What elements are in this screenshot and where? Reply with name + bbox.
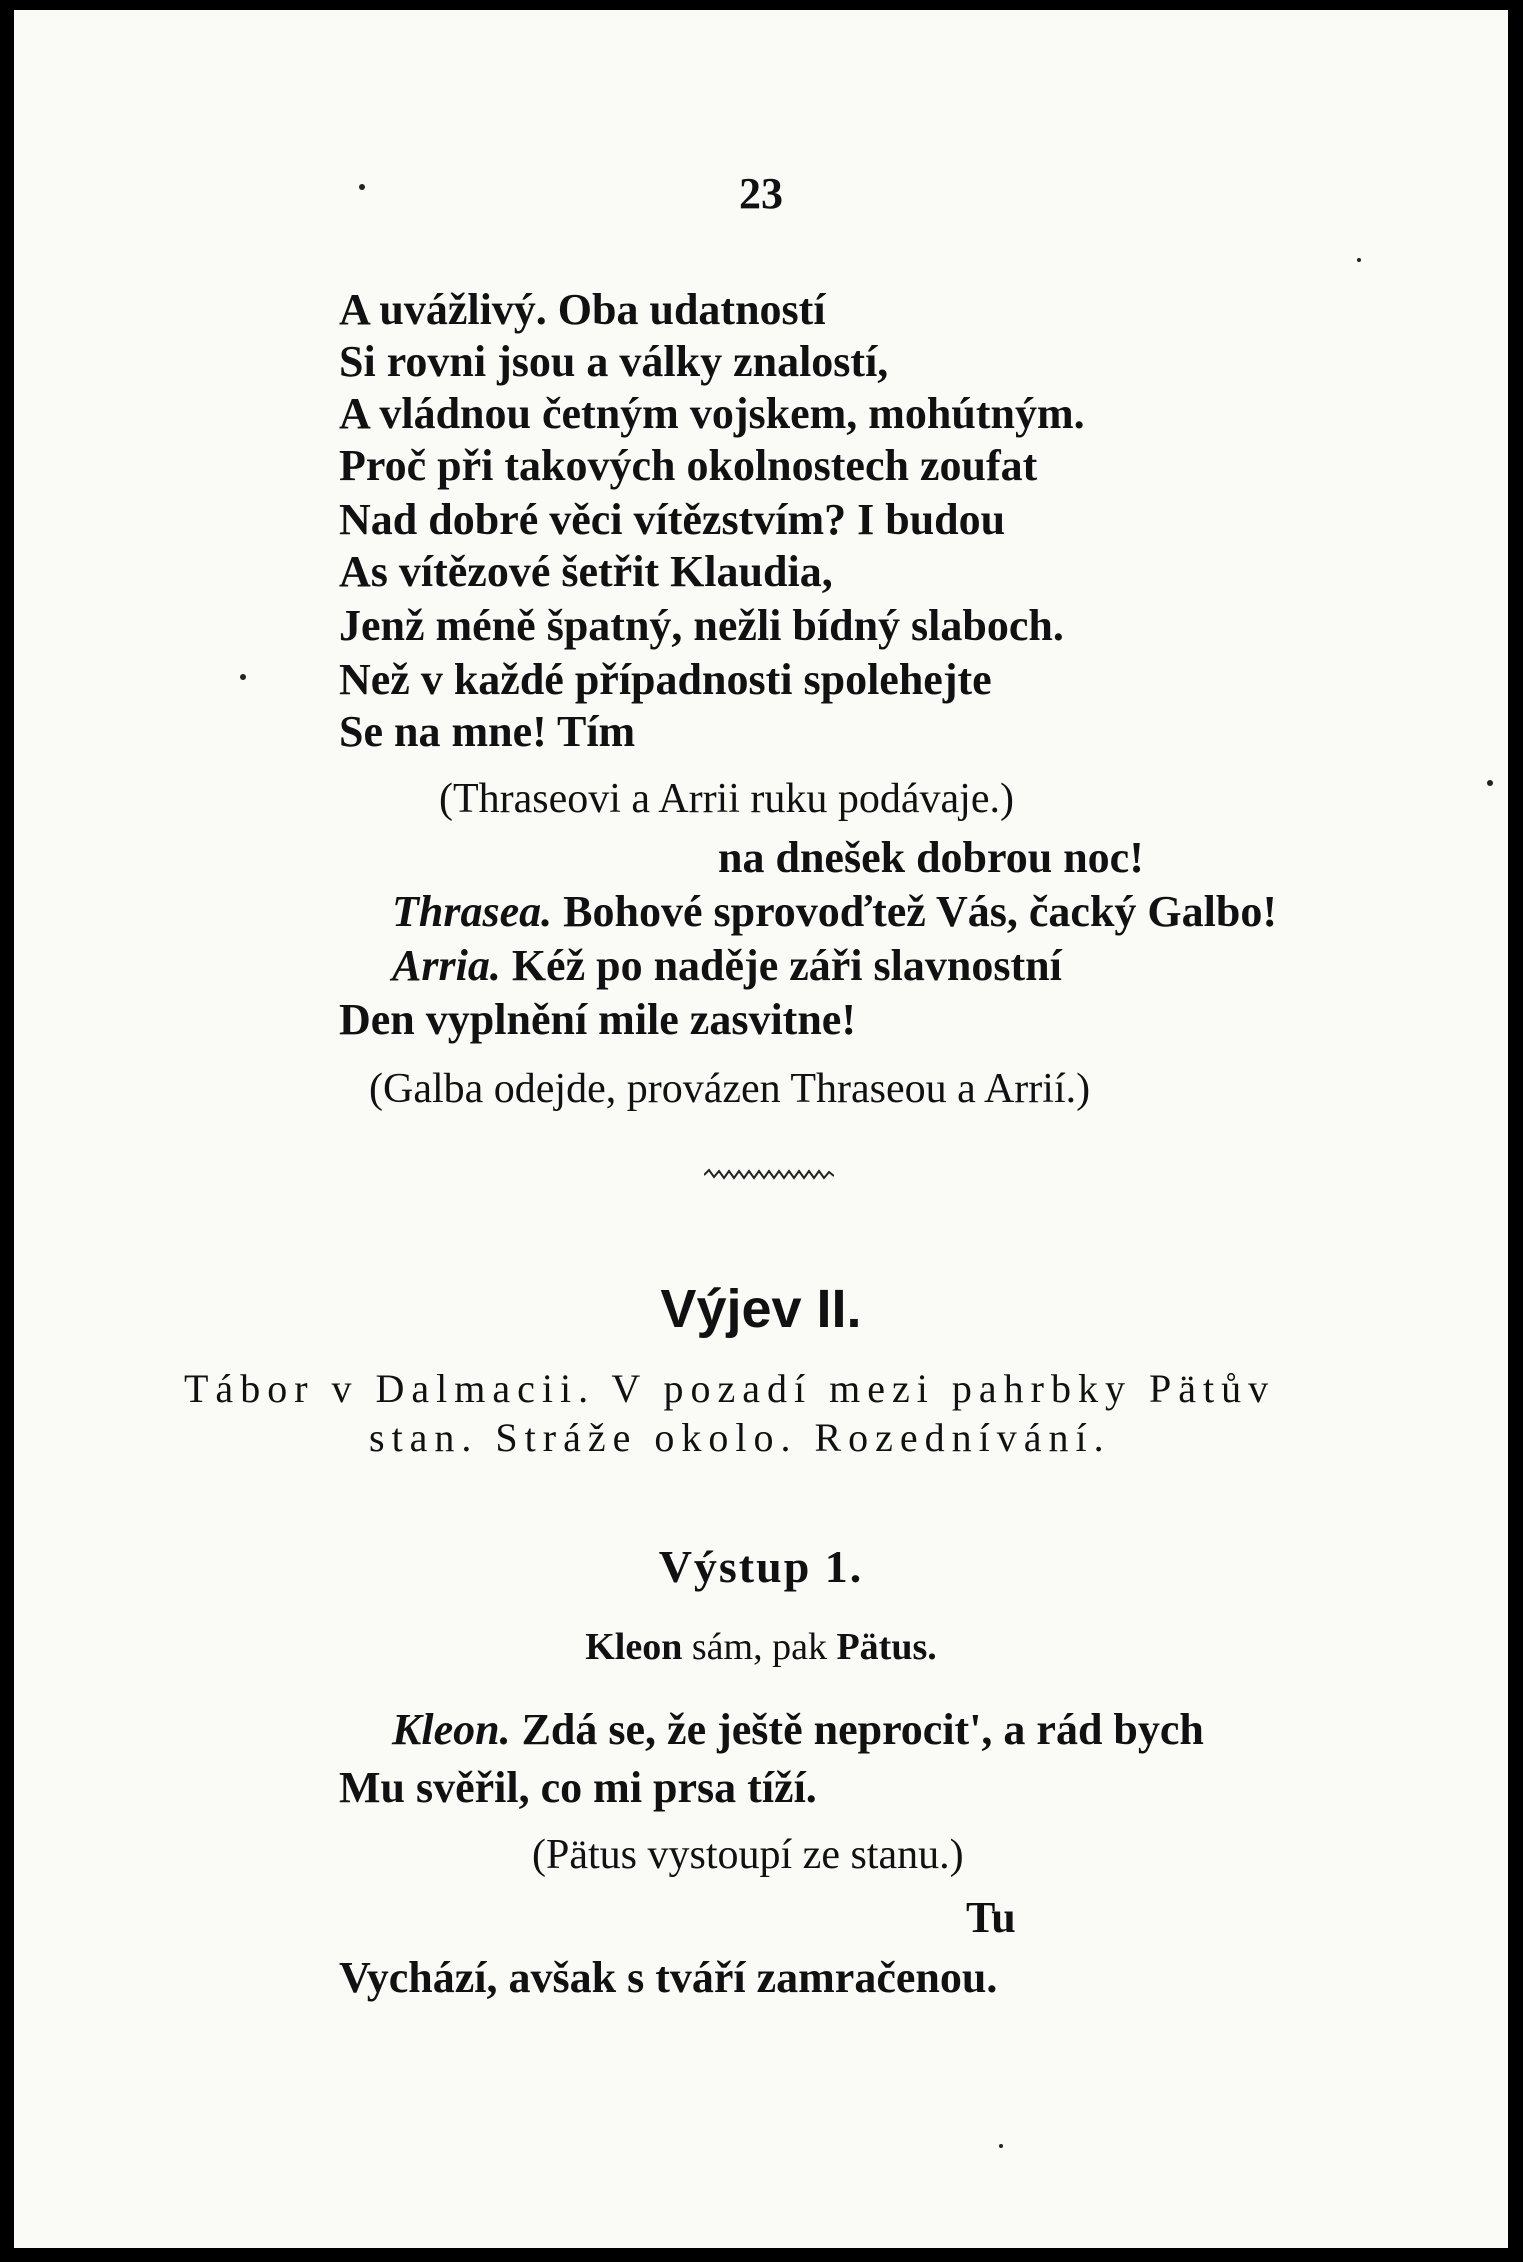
verse-line: Se na mne! Tím xyxy=(339,707,636,756)
scene-title: Výjev II. xyxy=(660,1279,862,1339)
ink-speck xyxy=(359,184,365,190)
verse-line: Než v každé případnosti spolehejte xyxy=(339,655,992,704)
speaker-name: Arria. xyxy=(392,941,501,990)
verse-line: Nad dobré věci vítězstvím? I budou xyxy=(339,495,1006,544)
verse-line: Tu xyxy=(966,1893,1016,1942)
step-title: Výstup 1. xyxy=(658,1541,864,1592)
stage-direction: (Galba odejde, provázen Thraseou a Arrií.) xyxy=(369,1066,1091,1112)
verse-line: A vládnou četným vojskem, mohútným. xyxy=(339,389,1085,438)
ink-speck xyxy=(240,674,246,680)
ornament-divider xyxy=(704,1168,834,1182)
ink-speck xyxy=(1357,258,1361,262)
dialogue-text: Kéž po naděje záři slavnostní xyxy=(500,941,1062,990)
verse-line: Den vyplnění mile zasvitne! xyxy=(339,995,856,1044)
dialogue-line xyxy=(392,941,1062,990)
dialogue-line xyxy=(392,887,1277,936)
speaker-name: Thrasea. xyxy=(392,887,553,936)
dialogue-text: Zdá se, že ještě neprocit', a rád bych xyxy=(510,1705,1204,1754)
scene-setting: Tábor v Dalmacii. V pozadí mezi pahrbky Pätův xyxy=(184,1366,1276,1411)
verse-line: Proč při takových okolnostech zoufat xyxy=(339,441,1038,490)
stage-direction: (Pätus vystoupí ze stanu.) xyxy=(532,1832,964,1878)
verse-line: As vítězové šetřit Klaudia, xyxy=(339,547,833,596)
verse-line: na dnešek dobrou noc! xyxy=(718,833,1144,882)
speaker-name: Kleon. xyxy=(392,1705,511,1754)
persons-text: sám, pak xyxy=(682,1626,837,1668)
ink-speck xyxy=(999,2144,1003,2148)
stage-direction: (Thraseovi a Arrii ruku podávaje.) xyxy=(439,776,1014,822)
book-page xyxy=(14,10,1508,2248)
ink-speck xyxy=(1487,780,1493,786)
dialogue-text: Bohové sprovoďtež Vás, čacký Galbo! xyxy=(552,887,1277,936)
verse-line: Vychází, avšak s tváří zamračenou. xyxy=(339,1953,998,2002)
person-name: Pätus. xyxy=(836,1626,937,1668)
person-name: Kleon xyxy=(585,1626,683,1668)
persons-list xyxy=(14,1625,1508,1669)
page-number: 23 xyxy=(739,169,783,218)
verse-line: Mu svěřil, co mi prsa tíží. xyxy=(339,1763,817,1812)
verse-line: Si rovni jsou a války znalostí, xyxy=(339,337,889,386)
scene-setting: stan. Stráže okolo. Rozednívání. xyxy=(369,1415,1111,1460)
verse-line: Jenž méně špatný, nežli bídný slaboch. xyxy=(339,601,1064,650)
dialogue-line xyxy=(392,1705,1204,1754)
verse-line: A uvážlivý. Oba udatností xyxy=(339,285,826,334)
